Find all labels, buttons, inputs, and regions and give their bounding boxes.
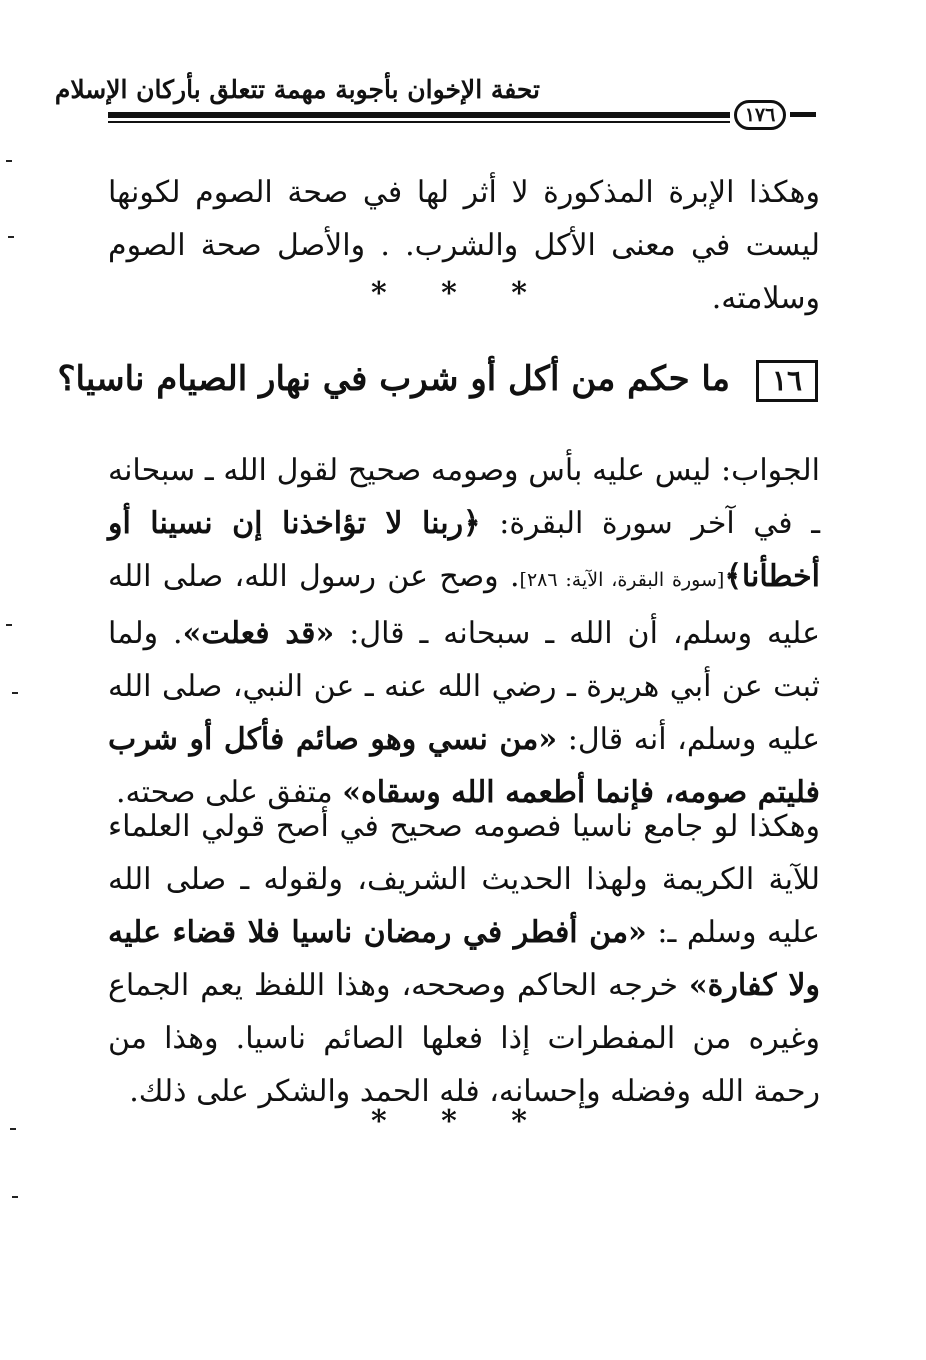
scan-mark [6, 160, 12, 162]
scan-mark [6, 624, 12, 626]
separator-stars: * * * [371, 1104, 549, 1139]
hadith-quote: «من نسي وهو صائم فأكل أو شرب فليتم صومه، فإنما أطعمه الله وسقاه» [108, 722, 820, 810]
intro-paragraph: وهكذا الإبرة المذكورة لا أثر لها في صحة الصوم لكونها ليست في معنى الأكل والشرب. . والأصل صحة الصوم وسلامته. [108, 175, 820, 316]
second-paragraph [108, 800, 820, 1118]
answer-paragraph [108, 444, 820, 819]
verse-reference: [سورة البقرة، الآية: ٢٨٦] [519, 569, 725, 591]
answer-text: ليس عليه بأس وصومه صحيح لقول الله ـ سبحانه ـ في آخر سورة البقرة: [108, 453, 820, 541]
question-number-box: ١٦ [756, 360, 818, 402]
header-rule-thick [108, 112, 730, 118]
divine-reply: «قد فعلت» [182, 616, 335, 651]
paragraph-text: خرجه الحاكم وصححه، وهذا اللفظ يعم الجماع وغيره من المفطرات إذا فعلها الصائم ناسيا. وهذا من رحمة الله وفضله وإحسانه، فله الحمد والشكر على ذلك. [108, 968, 820, 1109]
scan-mark [8, 236, 14, 238]
scan-mark [12, 692, 18, 694]
quran-verse: ﴿ربنا لا تؤاخذنا إن نسينا أو أخطأنا﴾ [108, 506, 821, 594]
running-header-title: تحفة الإخوان بأجوبة مهمة تتعلق بأركان الإسلام [54, 75, 540, 104]
hadith-quote: «من أفطر في رمضان ناسيا فلا قضاء عليه ولا كفارة» [108, 915, 820, 1003]
answer-text: . ولما ثبت عن أبي هريرة ـ رضي الله عنه ـ عن النبي، صلى الله عليه وسلم، أنه قال: [108, 616, 820, 757]
paragraph-text: وهكذا لو جامع ناسيا فصومه صحيح في أصح قولي العلماء للآية الكريمة ولهذا الحديث الشريف، ولقوله ـ صلى الله عليه وسلم ـ: [108, 809, 820, 950]
question-title: ما حكم من أكل أو شرب في نهار الصيام ناسيا؟ [57, 359, 730, 399]
page-number: ١٧٦ [734, 100, 786, 130]
answer-label: الجواب: [720, 453, 820, 488]
scan-mark [12, 1196, 18, 1198]
scan-mark [10, 1128, 16, 1130]
header-rule-thin [108, 121, 730, 123]
separator-stars: * * * [371, 276, 549, 311]
answer-text: . وصح عن رسول الله، صلى الله عليه وسلم، أن الله ـ سبحانه ـ قال: [108, 559, 820, 651]
answer-text: متفق على صحته. [116, 775, 333, 810]
page-number-ornament [790, 112, 816, 117]
